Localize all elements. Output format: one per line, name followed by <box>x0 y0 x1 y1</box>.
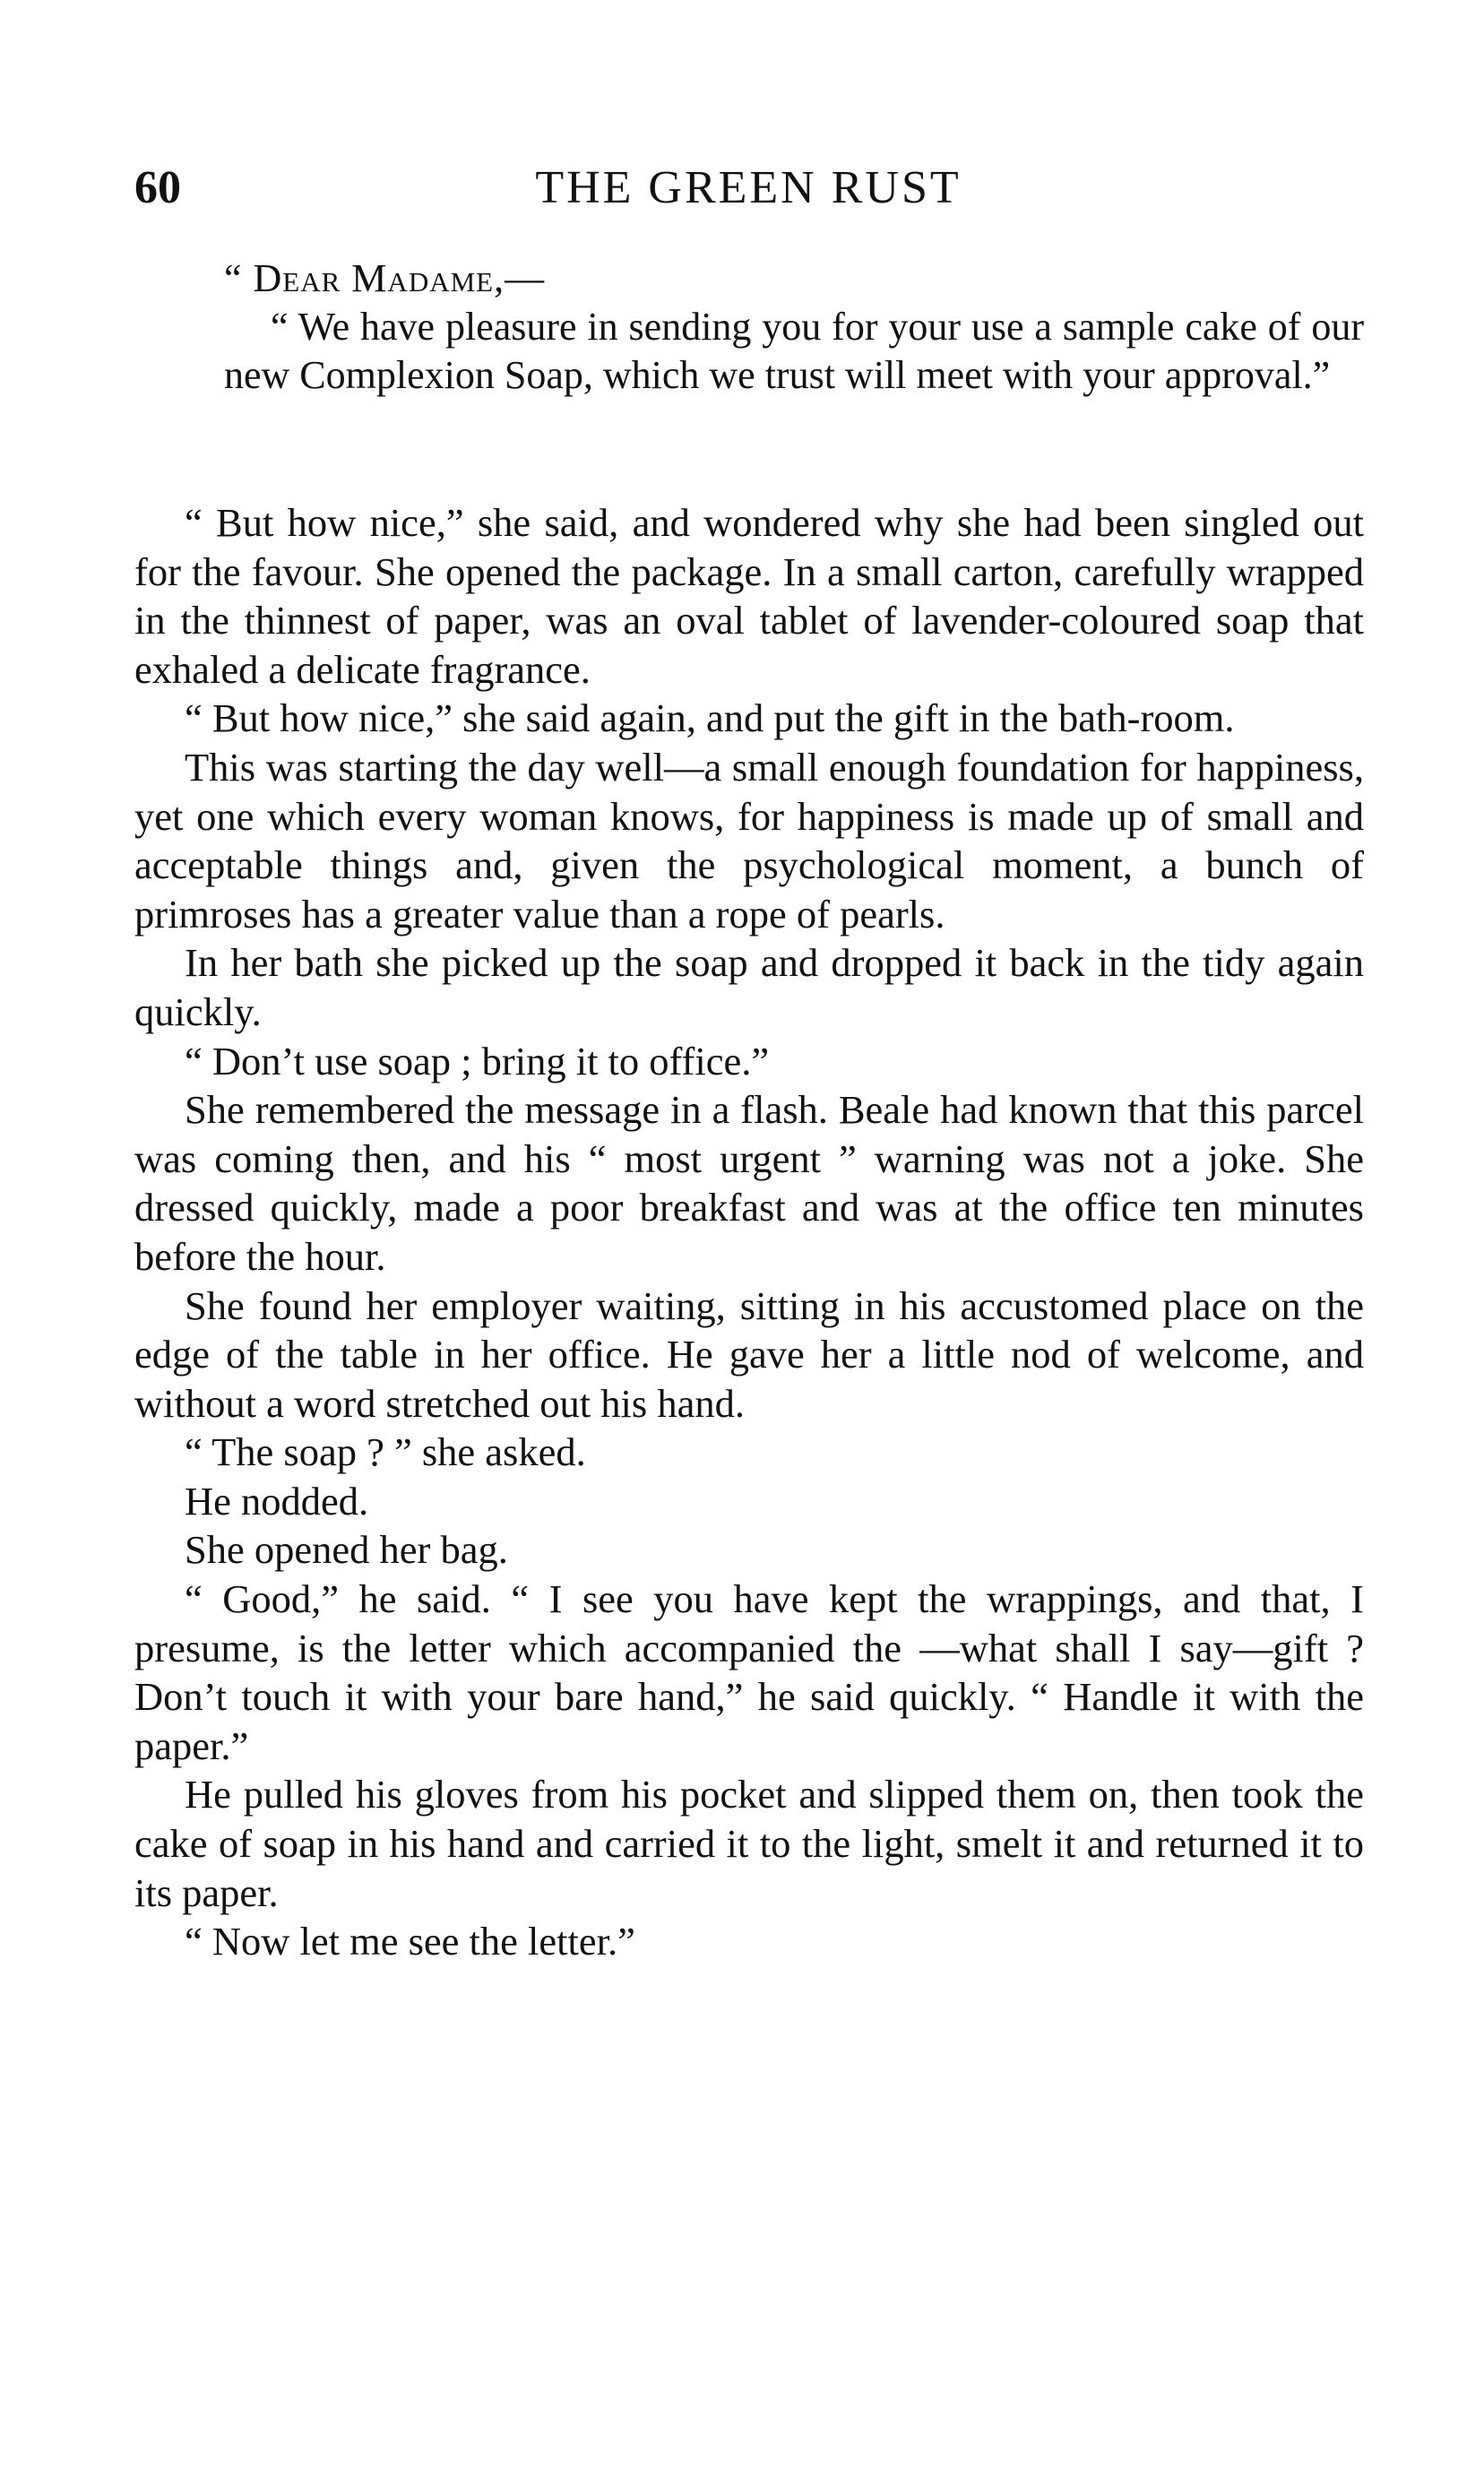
paragraph: “ But how nice,” she said again, and put the gift in the bath-room. <box>185 695 1235 741</box>
paragraph: “ Good,” he said. “ I see you have kept the wrappings, and that, I presume, is the letter which accompanied the —what shall I say—gift ? Don’t touch it with your bare hand,” he said quickly. “ Handle it with the paper.” <box>134 1576 1364 1768</box>
paragraph: “ Now let me see the letter.” <box>185 1919 635 1964</box>
quoted-letter <box>224 255 1364 400</box>
paragraph: She found her employer waiting, sitting in his accustomed place on the edge of the table in her office. He gave her a little nod of welcome, and without a word stretched out his hand. <box>134 1282 1364 1426</box>
letter-body: “ We have pleasure in sending you for your use a sample cake of our new Complexion Soap, which we trust will meet with your approval.” <box>224 305 1364 397</box>
paragraph: He pulled his gloves from his pocket and slipped them on, then took the cake of soap in his hand and carried it to the light, smelt it and returned it to its paper. <box>134 1772 1364 1915</box>
paragraph: This was starting the day well—a small enough foundation for happiness, yet one which every woman knows, for happiness is made up of small and acceptable things and, given the psychological moment, a bunch of primroses has a greater value than a rope of pearls. <box>134 744 1364 937</box>
body-text <box>134 498 1364 1966</box>
paragraph: In her bath she picked up the soap and dropped it back in the tidy again quickly. <box>134 940 1364 1034</box>
page-number: 60 <box>134 162 181 213</box>
paragraph: “ Don’t use soap ; bring it to office.” <box>185 1038 770 1083</box>
running-title: THE GREEN RUST <box>535 162 962 213</box>
page-header <box>134 160 1362 217</box>
paragraph: “ But how nice,” she said, and wondered why she had been singled out for the favour. She opened the package. In a small carton, carefully wrapped in the thinnest of paper, was an oval tablet of lavender-coloured soap that exhaled a delicate fragrance. <box>134 500 1364 692</box>
paragraph: She opened her bag. <box>185 1527 508 1573</box>
paragraph: “ The soap ? ” she asked. <box>185 1429 586 1475</box>
paragraph: She remembered the message in a flash. Beale had known that this parcel was coming then, and his “ most urgent ” warning was not a joke. She dressed quickly, made a poor breakfast and was at the office ten minutes before the hour. <box>134 1087 1364 1279</box>
letter-salutation: “ Dear Madame,— <box>224 256 546 300</box>
paragraph: He nodded. <box>185 1478 369 1524</box>
